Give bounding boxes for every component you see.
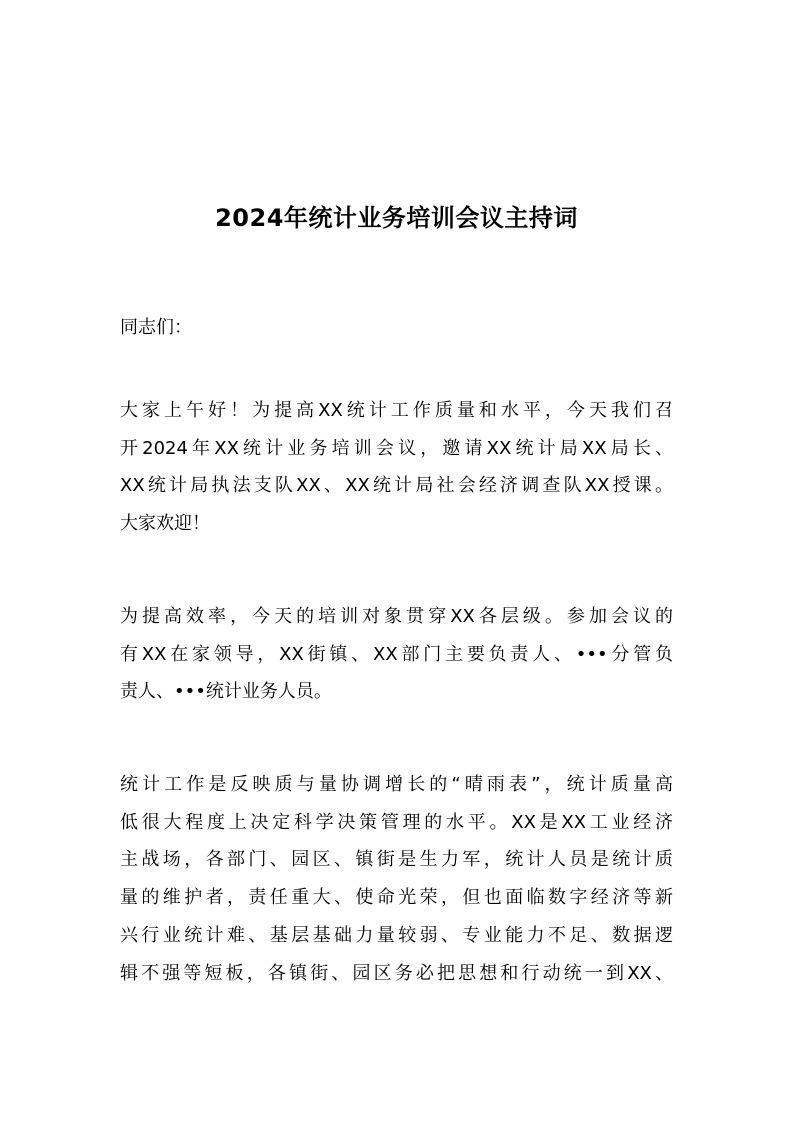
paragraph-1	[120, 392, 673, 543]
paragraph-line: 有XX在家领导，XX街镇、XX部门主要负责人、•••分管负	[120, 643, 673, 665]
paragraph-line: 大家欢迎！	[120, 513, 210, 535]
paragraph-line: 辑不强等短板，各镇街、园区务必把思想和行动统一到XX、	[120, 962, 673, 984]
paragraph-line: 兴行业统计难、基层基础力量较弱、专业能力不足、数据逻	[120, 924, 673, 946]
paragraph-line: 统计工作是反映质与量协调增长的“晴雨表”，统计质量高	[120, 774, 673, 795]
paragraph-line: XX统计局执法支队XX、XX统计局社会经济调查队XX授课。	[120, 475, 673, 497]
paragraph-line: 主战场，各部门、园区、镇街是生力军，统计人员是统计质	[120, 849, 673, 871]
paragraph-3	[120, 766, 673, 992]
paragraph-line: 大家上午好！为提高XX统计工作质量和水平，今天我们召	[120, 400, 673, 421]
paragraph-line: 低很大程度上决定科学决策管理的水平。XX是XX工业经济	[120, 811, 673, 833]
paragraph-2	[120, 598, 673, 711]
document-title: 2024年统计业务培训会议主持词	[215, 204, 578, 232]
paragraph-line: 责人、•••统计业务人员。	[120, 681, 332, 703]
paragraph-line: 量的维护者，责任重大、使命光荣，但也面临数字经济等新	[120, 887, 673, 909]
paragraph-line: 开2024年XX统计业务培训会议，邀请XX统计局XX局长、	[120, 437, 673, 459]
greeting: 同志们：	[120, 317, 192, 338]
paragraph-line: 为提高效率，今天的培训对象贯穿XX各层级。参加会议的	[120, 606, 673, 627]
